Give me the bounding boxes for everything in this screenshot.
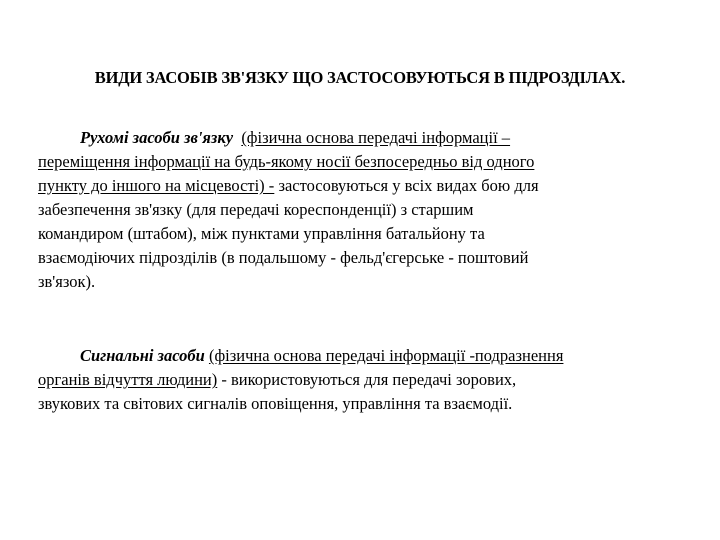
paragraph-line: взаємодіючих підрозділів (в подальшому - фельд'єгерське - поштовий: [38, 248, 529, 267]
definition-text: (фізична основа передачі інформації –: [241, 128, 511, 147]
paragraph-line: [38, 368, 678, 392]
paragraph-line: забезпечення зв'язку (для передачі кореспонденції) з старшим: [38, 200, 474, 219]
paragraph-line: [38, 150, 678, 174]
paragraph-line: [38, 174, 678, 198]
body-text: застосовуються у всіх видах бою для: [278, 176, 539, 195]
paragraph-line: командиром (штабом), між пунктами управління батальйону та: [38, 224, 485, 243]
definition-text: органів відчуття людини): [38, 370, 218, 389]
paragraph-line: [38, 126, 678, 150]
definition-text: (фізична основа передачі інформації -подразнення: [208, 346, 564, 365]
paragraph-line: [38, 344, 678, 368]
body-text: - використовуються для передачі зорових,: [221, 370, 517, 389]
paragraph-signal-means: [38, 344, 678, 416]
paragraph-line: звукових та світових сигналів оповіщення, управління та взаємодії.: [38, 394, 513, 413]
term-signal-means: Сигнальні засоби: [80, 346, 205, 365]
definition-text: переміщення інформації на будь-якому носії безпосередньо від одного: [38, 152, 535, 171]
paragraph-mobile-means: [38, 126, 678, 294]
definition-text: пункту до іншого на місцевості) -: [38, 176, 275, 195]
page-title: ВИДИ ЗАСОБІВ ЗВ'ЯЗКУ ЩО ЗАСТОСОВУЮТЬСЯ В ПІДРОЗДІЛАХ.: [94, 68, 626, 87]
paragraph-line: зв'язок).: [38, 272, 96, 291]
term-mobile-means: Рухомі засоби зв'язку: [80, 128, 234, 147]
